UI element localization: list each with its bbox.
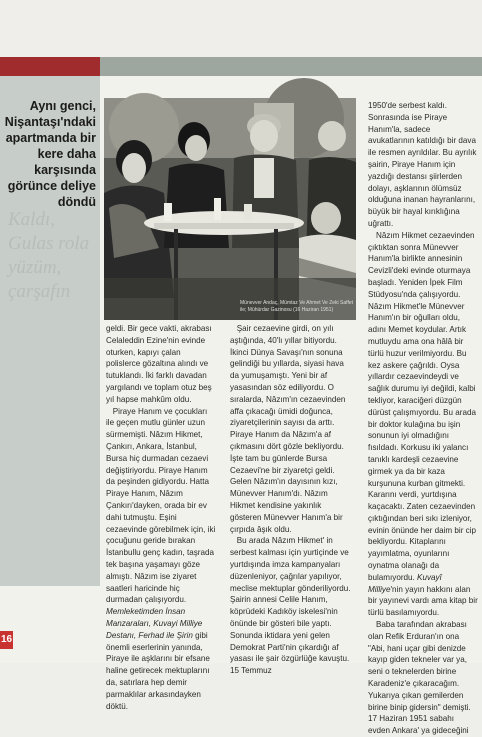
paragraph: Piraye Hanım ve çocukları ile geçen mutlu günler uzun sürmemişti. Nâzım Hikmet, Çankırı, Ankara, İstanbul, Bursa hiç durmadan cezaevi değiştiriyordu. Piraye Hanım da peşinden gidiyordu. Hatta Piraye Hanım, Nâzım Çankırı'dayken, orada bir ev dahi tutmuştu. Eşini cezaevinde görebilmek için, iki çocuğunu geride bırakan İstanbullu genç kadın, taşrada tek başına yaşamayı göze almıştı. Nâzım ise ziyaret saatleri haricinde hiç durmadan çalışıyordu. Memleketimden İnsan Manzaraları, Kuvayi Milliye Destanı, Ferhad ile Şirin gibi önemli eserlerinin yanında, Piraye ile aşklarını bir efsane haline getirecek mektuplarını da, satırlara hep demir parmaklılar arkasındayken döktü. [106,406,216,711]
green-accent-bar [100,57,482,76]
paragraph: 1950'de serbest kaldı. Sonrasında ise Piraye Hanım'la, sadece avukatlarının katıldığı bir dava ile resmen ayrıldılar. Bu ayrılık şairin, Piraye Hanım için yazdığı destansı şiirlerden dolayı, aşklarının ölümsüz olduğuna inanan hayranlarını, büyük bir hayal kırıklığına uğrattı. [368,101,477,228]
italic-title: Kuvayî Milliye [368,572,442,594]
red-accent-bar [0,57,100,76]
page-number: 16 [0,631,13,649]
paragraph: Şair cezaevine girdi, on yılı aştığında, 40'lı yıllar bitiyordu. İkinci Dünya Savaşı'nın sonuna gelindiği bu yıllarda, siyasi hava da yumuşamıştı. Yeni bir af yasasından söz ediliyordu. O sıralarda, Nâzım'ın cezaevinden affa çıkacağı ümidi doğunca, ziyaretçilerinin sayısı da arttı. Piraye Hanım da Nâzım'a af çıkmasını dört gözle bekliyordu. İşte tam bu günlerde Bursa Cezaevi'ne bir ziyaretçi geldi. Gelen Nâzım'ın dayısının kızı, Münevver Hanım'dı. Nâzım Hikmet kendisine yakınlık gösteren Münevver Hanım'a bir çırpıda âşık oldu. [230,324,346,534]
text-column-2 [230,323,354,677]
sidebar-handwriting-watermark: Kaldı, Gulas rola yüzüm, çarşafın [8,209,90,302]
paragraph: geldi. Bir gece vakti, akrabası Celaleddin Ezine'nin evinde oturken, kapıyı çalan polislerce gözaltına alındı ve tutuklandı. İki farklı davadan yargılandı ve toplam otuz beş yıl hapse mahkûm oldu. [106,324,212,404]
photo-caption: Münevver Andaç, Mümtaz Ve Ahmet Ve Zeki Saffet ile; Mühürdar Gazinosu (16 Haziran 1951) [240,300,354,313]
paragraph: Nâzım Hikmet cezaevinden çıktıktan sonra Münevver Hanım'la birlikte annesinin Cevizli'deki evinde oturmaya başladı. Yeniden İpek Film Stüdyosu'nda çalışıyordu. Nâzım Hikmet'le Münevver Hanım'ın bir oğulları oldu, adını Memet koydular. Artık mutluydu ama ona hâlâ bir türlü huzur verilmiyordu. Bu kez askere çağrıldı. Oysa yıllardır cezaevindeydi ve sağlık durumu iyi değildi, kalbi tekliyor, karaciğeri düzgün dürüst çalışmıyordu. Bu arada bir doktor kulağına bu işin sonunun iyi olmadığını fısıldadı. Korkusu iki yalancı tanıklı kardeşli cezaevine girmek ya da bir kaza kurşununa kurban gitmekti. Kararını verdi, yurtdışına kaçacaktı. Zaten cezaevinden çıktığından beri sıkı izleniyor, evinin önünde her daim bir cip bekliyordu. Kitaplarını yayımlatma, oyunlarını oynatma olanağı da bulamıyordu. Kuvayî Milliye'nin yayın hakkını alan bir yayınevi vardı ama kitap bir türlü basılamıyordu. [368,230,478,618]
paragraph: Bu arada Nâzım Hikmet' in serbest kalması için yurtiçinde ve yurtdışında imza kampanyaları düzenleniyor, çağrılar yapılıyor, meclise mektuplar gönderiliyordu. Şairin annesi Celile Hanım, köprüdeki Kadıköy iskelesi'nin önünde bir gösteri bile yaptı. Sonunda iktidara yeni gelen Demokrat Parti'nin çıkardığı af yasası ile şair özgürlüğe kavuştu. 15 Temmuz [230,536,351,676]
paragraph: Baba tarafından akrabası olan Refik Erduran'ın ona "Abi, hani uçar gibi denizde kayıp giden tekneler var ya, seni o teknelerden birine Karadeniz'e çıkaracağım. Yukarıya çıkan gemilerden birine binip gidersin" demişti. 17 Haziran 1951 sabahı evden Ankara' ya gideceğini [368,620,471,736]
article-headline: Aynı genci, Nişantaşı'ndaki apartmanda bir kere daha karşısında görünce deliye döndü [4,99,96,209]
text-column-3 [368,100,478,737]
article-photo [104,98,356,320]
top-margin [0,0,482,57]
photo-illustration [104,98,356,320]
text-column-1 [106,323,216,712]
italic-titles: Memleketimden İnsan Manzaraları, Kuvayi Milliye Destanı, Ferhad ile Şirin [106,607,203,640]
